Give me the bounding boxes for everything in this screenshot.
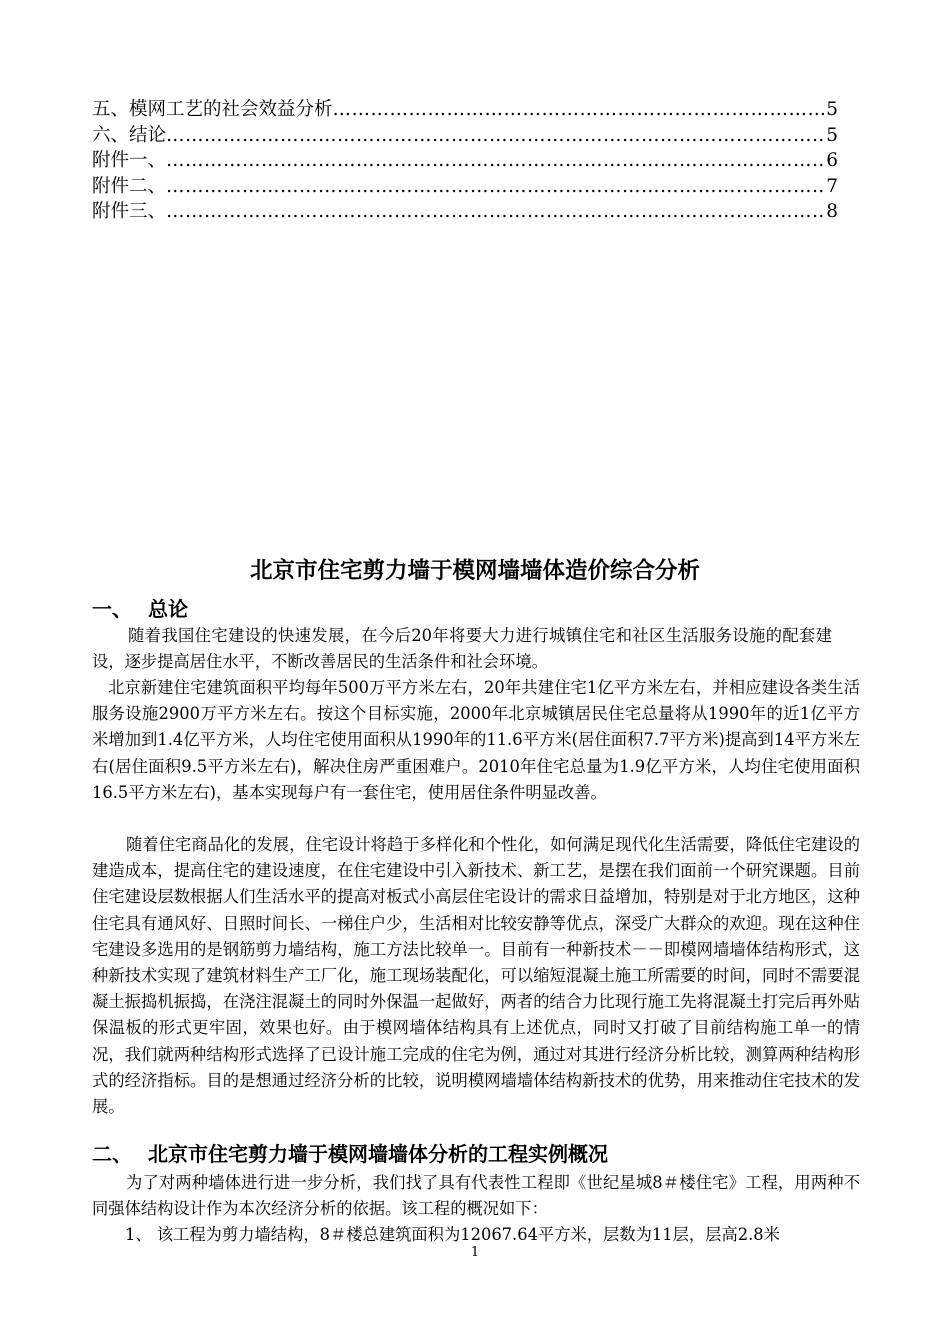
body-paragraph: 随着住宅商品化的发展，住宅设计将趋于多样化和个性化，如何满足现代化生活需要，降低住宅建设的建造成本，提高住宅的建设速度，在住宅建设中引入新技术、新工艺，是摆在我们面前一个研究课题。目前住宅建设层数根据人们生活水平的提高对板式小高层住宅设计的需求日益增加，特别是对于北方地区，这种住宅具有通风好、日照时间长、一梯住户少，生活相对比较安静等优点，深受广大群众的欢迎。现在这种住宅建设多选用的是钢筋剪力墙结构，施工方法比较单一。目前有一种新技术－－即模网墙墙体结构形式，这种新技术实现了建筑材料生产工厂化，施工现场装配化，可以缩短混凝土施工所需要的时间，同时不需要混凝土振捣机振捣，在浇注混凝土的同时外保温一起做好，两者的结合力比现行施工先将混凝土打完后再外贴保温板的形式更牢固，效果也好。由于模网墙体结构具有上述优点，同时又打破了目前结构施工单一的情况，我们就两种结构形式选择了已设计施工完成的住宅为例，通过对其进行经济分析比较，测算两种结构形式的经济指标。目的是想通过经济分析的比较，说明模网墙墙体结构新技术的优势，用来推动住宅技术的发展。 — [92, 835, 860, 1117]
toc-dot-leader — [333, 97, 825, 123]
toc-dot-leader — [166, 148, 824, 174]
toc-dot-leader — [166, 174, 824, 200]
list-item: 1、 该工程为剪力墙结构，8＃楼总建筑面积为12067.64平方米，层数为11层，层高2.8米 — [125, 1225, 780, 1244]
section-heading — [92, 595, 188, 623]
toc-entry[interactable] — [92, 199, 838, 225]
table-of-contents — [92, 97, 838, 225]
toc-entry[interactable] — [92, 123, 838, 149]
toc-entry[interactable] — [92, 97, 838, 123]
page-number: 1 — [470, 1245, 480, 1260]
section-number: 一、 — [92, 597, 132, 621]
section-heading — [92, 1140, 608, 1168]
toc-entry-label: 附件二、 — [92, 175, 167, 197]
toc-dot-leader — [166, 123, 824, 149]
section-heading-text: 北京市住宅剪力墙于模网墙墙体分析的工程实例概况 — [148, 1142, 608, 1166]
toc-entry-label: 附件一、 — [92, 150, 167, 172]
toc-entry-page: 6 — [826, 150, 838, 172]
toc-dot-leader — [166, 199, 824, 225]
toc-entry[interactable] — [92, 174, 838, 200]
toc-entry-label: 附件三、 — [92, 201, 167, 223]
body-paragraph: 为了对两种墙体进行进一步分析，我们找了具有代表性工程即《世纪星城8＃楼住宅》工程，用两种不同强体结构设计作为本次经济分析的依据。该工程的概况如下： — [92, 1173, 860, 1219]
toc-entry[interactable] — [92, 148, 838, 174]
body-paragraph: 随着我国住宅建设的快速发展，在今后20年将要大力进行城镇住宅和社区生活服务设施的配套建设，逐步提高居住水平，不断改善居民的生活条件和社会环境。 — [92, 626, 832, 672]
toc-entry-page: 7 — [826, 175, 838, 197]
document-title: 北京市住宅剪力墙于模网墙墙体造价综合分析 — [249, 558, 700, 584]
toc-entry-page: 8 — [826, 201, 838, 223]
toc-entry-label: 五、模网工艺的社会效益分析 — [92, 99, 333, 120]
section-heading-text: 总论 — [148, 597, 188, 621]
toc-entry-page: 5 — [826, 124, 838, 146]
toc-entry-label: 六、结论 — [92, 124, 167, 146]
section-number: 二、 — [92, 1142, 132, 1166]
toc-entry-page: 5 — [826, 99, 838, 120]
body-paragraph: 北京新建住宅建筑面积平均每年500万平方米左右，20年共建住宅1亿平方米左右，并相应建设各类生活服务设施2900万平方米左右。按这个目标实施，2000年北京城镇居民住宅总量将从1990年的近1亿平方米增加到1.4亿平方米，人均住宅使用面积从1990年的11.6平方米(居住面积7.7平方米)提高到14平方米左右(居住面积9.5平方米左右)，解决住房严重困难户。2010年住宅总量为1.9亿平方米，人均住宅使用面积16.5平方米左右)，基本实现每户有一套住宅，使用居住条件明显改善。 — [92, 678, 860, 802]
